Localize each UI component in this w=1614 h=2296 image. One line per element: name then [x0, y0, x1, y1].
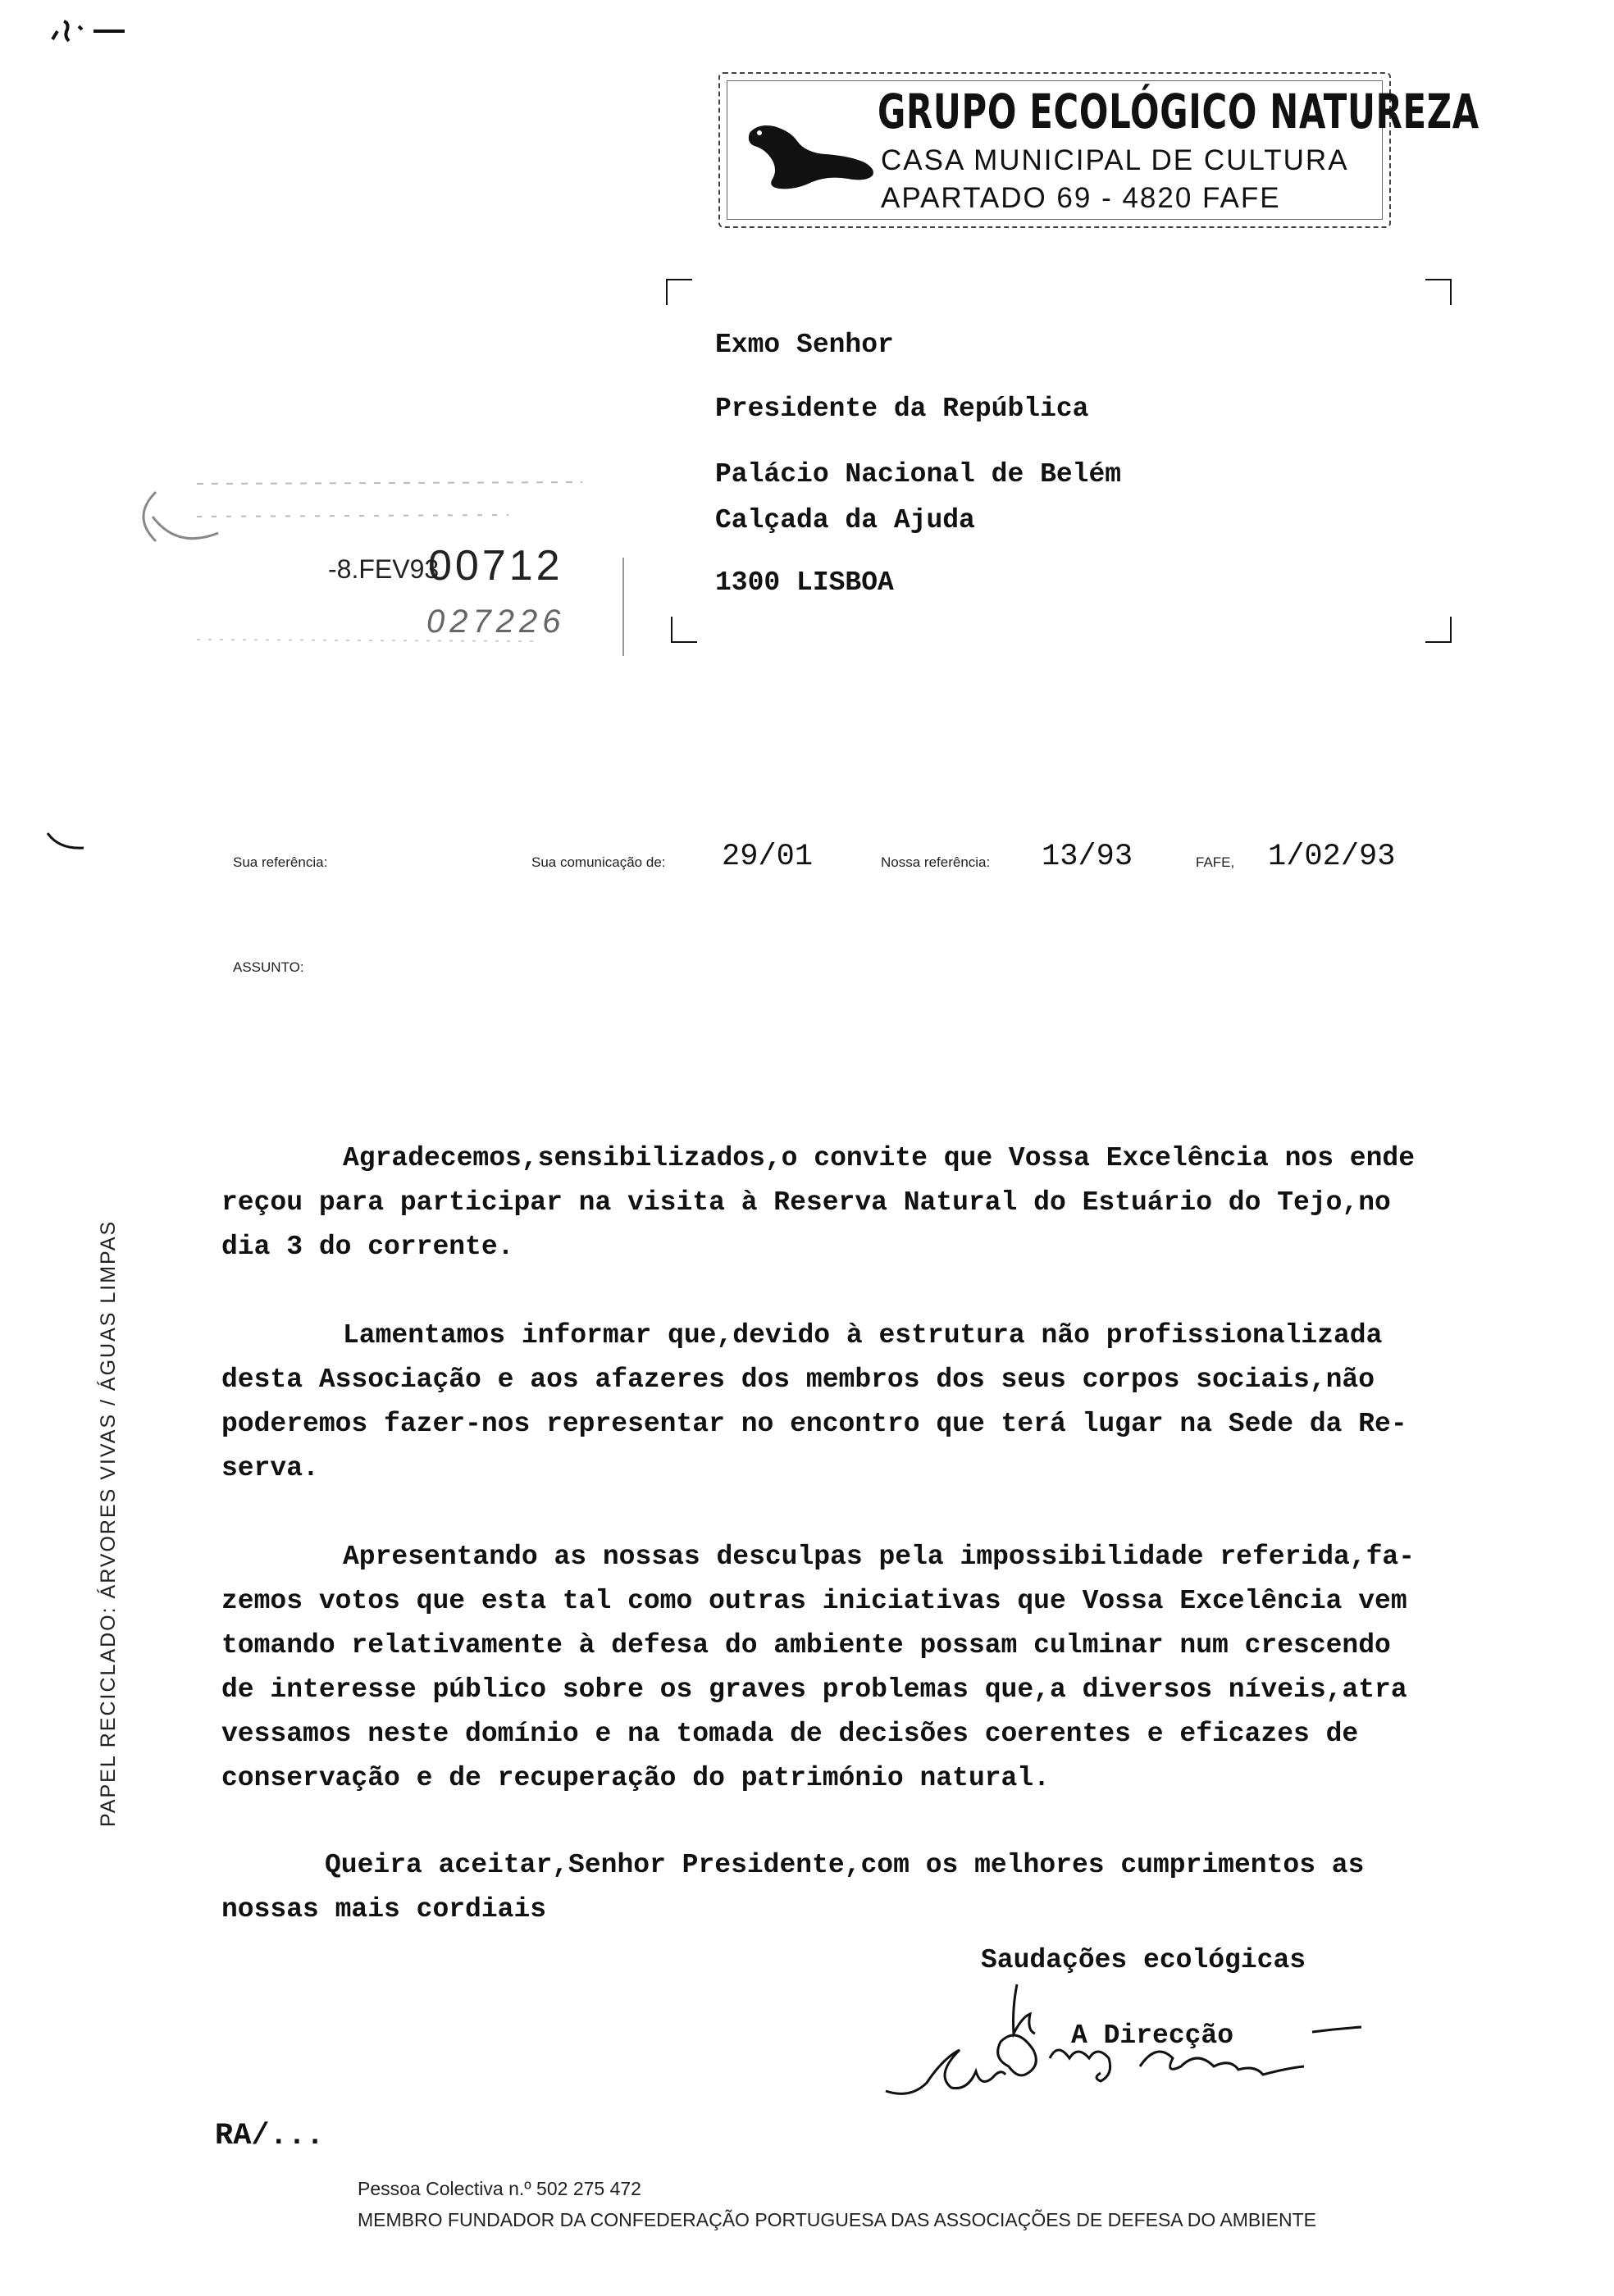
paragraph-2: [221, 1314, 1501, 1491]
paragraph-line: conservação e de recuperação do património natural.: [221, 1763, 1050, 1793]
letter-date: 1/02/93: [1268, 840, 1396, 874]
recipient-city: 1300 LISBOA: [715, 567, 894, 598]
paragraph-line: Apresentando as nossas desculpas pela impossibilidade referida,fa-: [343, 1542, 1416, 1572]
fold-mark: [46, 831, 87, 857]
closing-from: A Direcção: [1071, 2020, 1234, 2051]
recipient-address-line-1: Palácio Nacional de Belém: [715, 459, 1122, 490]
paragraph-line: Lamentamos informar que,devido à estrutura não profissionalizada: [343, 1320, 1383, 1351]
paragraph-line: reçou para participar na visita à Reserva Natural do Estuário do Tejo,no: [221, 1187, 1391, 1218]
paragraph-line: nossas mais cordiais: [221, 1894, 547, 1925]
paragraph-line: serva.: [221, 1453, 319, 1483]
paragraph-3: [221, 1535, 1501, 1801]
assunto-label: ASSUNTO:: [233, 959, 304, 975]
stamp-registry-number: 027226: [426, 604, 566, 640]
receipt-stamp: [123, 459, 631, 672]
stamp-date: -8.FEV93: [328, 554, 440, 584]
letterhead-address-line-1: CASA MUNICIPAL DE CULTURA: [881, 144, 1349, 176]
paragraph-line: vessamos neste domínio e na tomada de decisões coerentes e eficazes de: [221, 1719, 1359, 1749]
organization-name: GRUPO ECOLÓGICO NATUREZA: [878, 84, 1480, 139]
recipient-address-line-2: Calçada da Ajuda: [715, 505, 975, 535]
footer-membership: MEMBRO FUNDADOR DA CONFEDERAÇÃO PORTUGUESA DAS ASSOCIAÇÕES DE DEFESA DO AMBIENTE: [358, 2209, 1316, 2230]
handwritten-signature: [869, 1968, 1378, 2107]
recipient-title: Presidente da República: [715, 394, 1089, 424]
scan-mark: [46, 15, 153, 48]
address-corner-bottom-right: [1425, 617, 1452, 643]
letterhead-address-line-2: APARTADO 69 - 4820 FAFE: [881, 182, 1281, 214]
paragraph-line: zemos votos que esta tal como outras iniciativas que Vossa Excelência vem: [221, 1586, 1407, 1616]
nossa-referencia-label: Nossa referência:: [881, 854, 991, 870]
paragraph-line: Agradecemos,sensibilizados,o convite que Vossa Excelência nos ende: [343, 1143, 1416, 1173]
address-corner-bottom-left: [671, 617, 697, 643]
place-label: FAFE,: [1196, 854, 1235, 870]
closing-greeting: Saudações ecológicas: [981, 1945, 1306, 1975]
address-corner-top-right: [1425, 279, 1452, 305]
paragraph-line: Queira aceitar,Senhor Presidente,com os melhores cumprimentos as: [325, 1850, 1365, 1880]
paragraph-line: dia 3 do corrente.: [221, 1232, 514, 1262]
paragraph-line: de interesse público sobre os graves problemas que,a diversos níveis,atra: [221, 1674, 1407, 1705]
address-corner-top-left: [666, 279, 692, 305]
footer-tax-id: Pessoa Colectiva n.º 502 275 472: [358, 2178, 641, 2199]
letterhead: [718, 72, 1480, 228]
paragraph-4: [221, 1843, 1501, 1932]
otter-icon: [741, 108, 881, 198]
sua-referencia-label: Sua referência:: [233, 854, 328, 870]
sua-comunicacao-value: 29/01: [722, 840, 814, 874]
recycled-paper-note: PAPEL RECICLADO: ÁRVORES VIVAS / ÁGUAS LIMPAS: [97, 1219, 120, 1827]
sua-comunicacao-label: Sua comunicação de:: [531, 854, 666, 870]
nossa-referencia-value: 13/93: [1042, 840, 1133, 874]
paragraph-1: [221, 1137, 1501, 1269]
initials-reference: RA/...: [215, 2119, 325, 2153]
recipient-salutation: Exmo Senhor: [715, 330, 894, 360]
stamp-number: 00712: [428, 542, 563, 590]
paragraph-line: desta Associação e aos afazeres dos membros dos seus corpos sociais,não: [221, 1364, 1375, 1395]
paragraph-line: tomando relativamente à defesa do ambiente possam culminar num crescendo: [221, 1630, 1391, 1660]
paragraph-line: poderemos fazer-nos representar no encontro que terá lugar na Sede da Re-: [221, 1409, 1407, 1439]
